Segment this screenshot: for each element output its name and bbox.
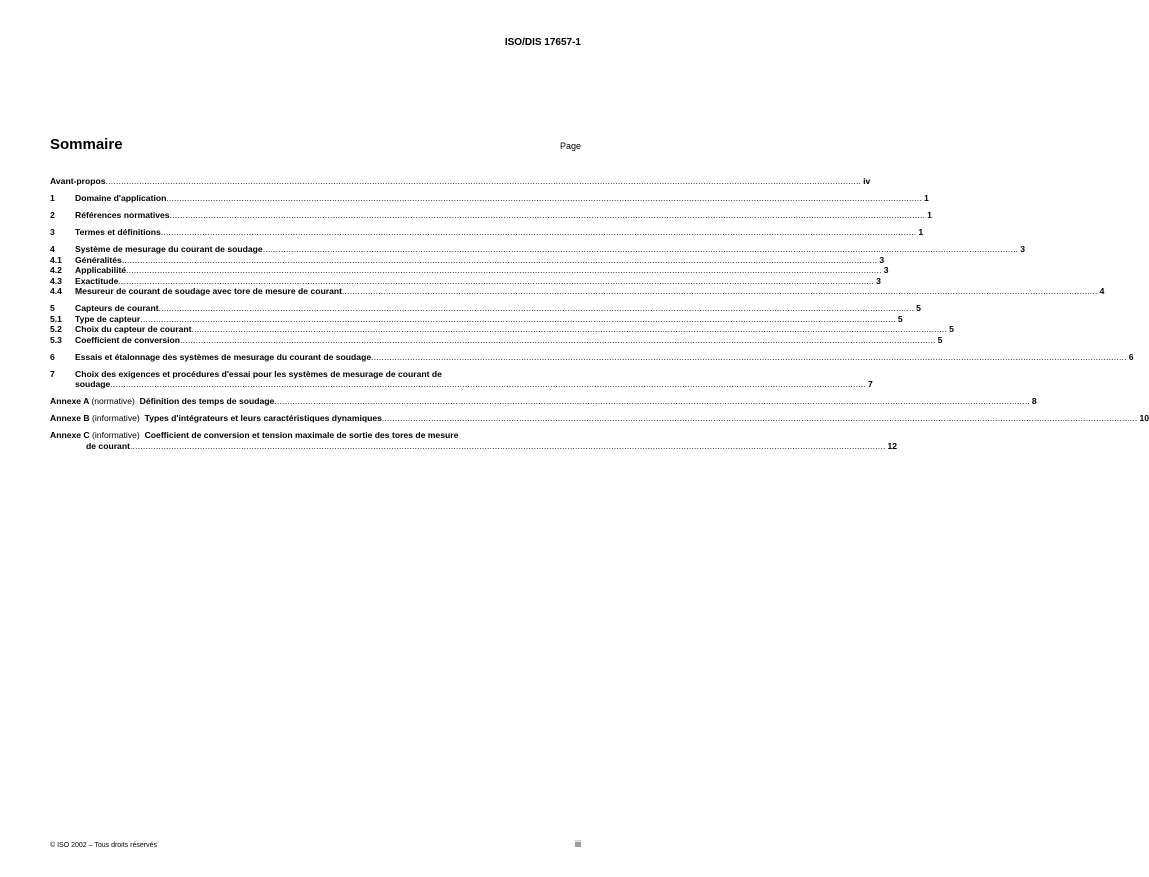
toc-entry-label: Coefficient de conversion xyxy=(75,334,181,345)
annex-title-continued: de courant xyxy=(86,440,130,451)
toc-entry-page: 1 xyxy=(923,193,929,203)
toc-entry-page: 5 xyxy=(949,324,954,334)
toc-entry-page: 12 xyxy=(887,440,898,451)
dot-leader xyxy=(106,176,862,187)
toc-entry-number: 4.4 xyxy=(50,286,62,296)
annex-title: Types d'intégrateurs et leurs caractéristiques dynamiques xyxy=(144,413,382,423)
toc-entry-5-1[interactable] xyxy=(50,313,903,325)
toc-entry-number: 5 xyxy=(50,303,55,313)
document-id: ISO/DIS 17657-1 xyxy=(504,37,581,48)
toc-entry-label: Essais et étalonnage des systèmes de mesurage du courant de soudage xyxy=(75,351,372,362)
toc-entry-label: Mesureur de courant de soudage avec tore de mesure de courant xyxy=(75,286,342,296)
toc-entry-page: 1 xyxy=(927,210,932,220)
toc-entry-page: 3 xyxy=(879,254,885,265)
toc-title: Sommaire xyxy=(50,136,123,153)
toc-entry-2[interactable] xyxy=(50,210,932,221)
toc-entry-label: Exactitude xyxy=(75,275,119,286)
toc-entry-4-4[interactable] xyxy=(50,286,1105,297)
toc-entry-label-continued: soudage xyxy=(75,379,111,389)
toc-entry-number: 6 xyxy=(50,351,55,362)
annex-title: Coefficient de conversion et tension maximale de sortie des tores de mesure xyxy=(144,430,459,440)
dot-leader xyxy=(166,193,922,204)
toc-entry-number: 5.3 xyxy=(50,334,62,345)
toc-entry-foreword[interactable] xyxy=(50,176,871,187)
toc-entry-3[interactable] xyxy=(50,227,924,238)
footer-copyright: © ISO 2002 – Tous droits réservés xyxy=(50,842,157,849)
toc-entry-4-2[interactable] xyxy=(50,265,889,276)
toc-entry-5-3[interactable] xyxy=(50,334,943,346)
toc-entry-6[interactable] xyxy=(50,351,1134,363)
dot-leader xyxy=(140,314,896,325)
toc-entry-page: 8 xyxy=(1031,396,1037,406)
annex-type: (normative) xyxy=(91,396,135,406)
dot-leader xyxy=(342,286,1098,297)
page-column-label: Page xyxy=(559,141,581,151)
dot-leader xyxy=(161,227,917,238)
annex-title: Définition des temps de soudage xyxy=(139,396,275,406)
toc-entry-page: 3 xyxy=(883,265,889,275)
annex-name: Annexe C xyxy=(50,430,90,440)
dot-leader xyxy=(118,276,874,287)
dot-leader xyxy=(130,441,886,452)
toc-entry-label: Type de capteur xyxy=(75,313,141,324)
toc-entry-page: 5 xyxy=(897,313,903,324)
toc-entry-5[interactable] xyxy=(50,303,921,314)
annex-type: (informative) xyxy=(92,413,140,423)
toc-entry-label: Choix des exigences et procédures d'essai pour les systèmes de mesurage de courant de xyxy=(75,368,442,379)
toc-annex-c[interactable] xyxy=(50,430,898,451)
toc-entry-page: 5 xyxy=(937,334,943,345)
toc-entry-5-2[interactable] xyxy=(50,324,954,335)
toc-entry-number: 2 xyxy=(50,210,55,220)
toc-entry-number: 1 xyxy=(50,193,55,203)
dot-leader xyxy=(170,210,926,221)
dot-leader xyxy=(192,324,948,335)
toc-entry-number: 4 xyxy=(50,244,55,254)
toc-entry-page: 3 xyxy=(876,275,881,286)
toc-entry-label: Domaine d'application xyxy=(75,193,167,203)
toc-annex-label xyxy=(50,413,382,424)
toc-entry-page: iv xyxy=(863,176,871,186)
dot-leader xyxy=(382,413,1138,424)
dot-leader xyxy=(371,352,1127,363)
toc-entry-page: 4 xyxy=(1099,286,1105,296)
toc-entry-page: 3 xyxy=(1020,244,1026,254)
toc-annex-b[interactable] xyxy=(50,413,1149,424)
toc-entry-page: 1 xyxy=(918,227,924,237)
toc-annex-label xyxy=(50,396,274,407)
table-of-contents xyxy=(50,176,1149,451)
toc-entry-7[interactable] xyxy=(50,368,873,390)
toc-entry-label: Généralités xyxy=(75,254,122,265)
toc-entry-label: Capteurs de courant xyxy=(75,303,159,313)
toc-entry-page: 7 xyxy=(867,379,873,389)
toc-entry-number: 5.2 xyxy=(50,324,62,334)
toc-entry-number: 4.3 xyxy=(50,275,62,286)
footer-page-number: iii xyxy=(575,839,581,849)
toc-entry-label: Choix du capteur de courant xyxy=(75,324,192,334)
toc-entry-number: 5.1 xyxy=(50,313,62,324)
annex-name: Annexe B xyxy=(50,413,90,423)
toc-entry-label: Termes et définitions xyxy=(75,227,161,237)
toc-entry-label: Système de mesurage du courant de soudage xyxy=(75,244,263,254)
toc-entry-4-3[interactable] xyxy=(50,275,881,287)
toc-entry-page: 6 xyxy=(1128,351,1134,362)
toc-entry-1[interactable] xyxy=(50,193,929,204)
toc-entry-number: 4.1 xyxy=(50,254,62,265)
toc-entry-page: 5 xyxy=(916,303,921,313)
toc-entry-number: 4.2 xyxy=(50,265,62,275)
toc-entry-4-1[interactable] xyxy=(50,254,885,266)
annex-name: Annexe A xyxy=(50,396,89,406)
dot-leader xyxy=(263,244,1019,255)
dot-leader xyxy=(110,379,866,390)
dot-leader xyxy=(274,396,1030,407)
dot-leader xyxy=(122,255,878,266)
toc-entry-4[interactable] xyxy=(50,244,1026,255)
toc-entry-number: 7 xyxy=(50,368,55,379)
dot-leader xyxy=(159,303,915,314)
annex-type: (informative) xyxy=(92,430,140,440)
toc-entry-page: 10 xyxy=(1139,413,1149,423)
dot-leader xyxy=(180,335,936,346)
toc-entry-number: 3 xyxy=(50,227,55,237)
toc-entry-label: Applicabilité xyxy=(75,265,127,275)
toc-entry-label: Références normatives xyxy=(75,210,170,220)
toc-entry-label: Avant-propos xyxy=(50,176,106,186)
dot-leader xyxy=(126,265,882,276)
toc-annex-a[interactable] xyxy=(50,396,1037,407)
